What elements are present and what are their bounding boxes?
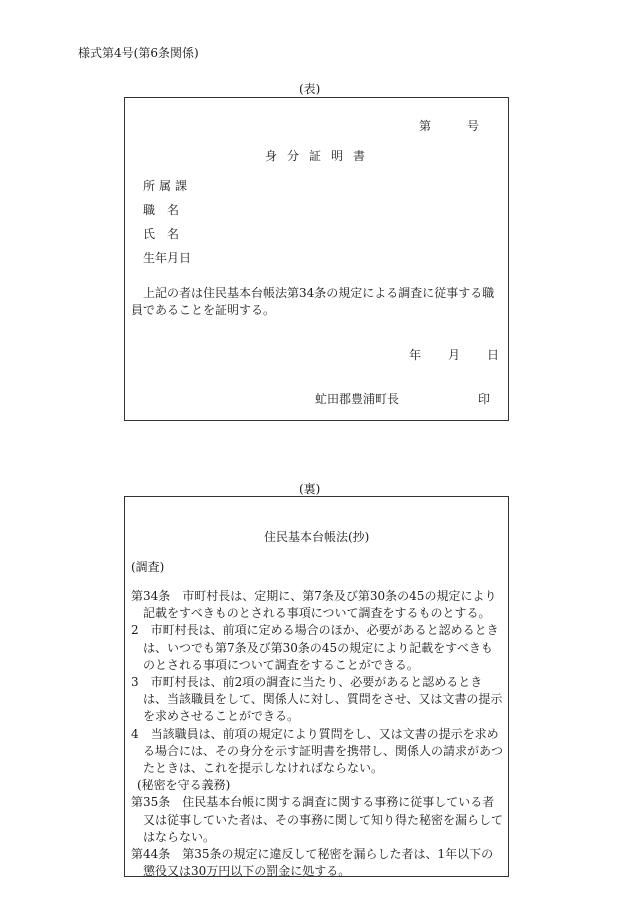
heading-confidentiality: (秘密を守る義務) (137, 778, 231, 793)
certificate-statement: 上記の者は住民基本台帳法第34条の規定による調査に従事する職員であることを証明する。 (131, 286, 495, 317)
field-name: 氏 名 (143, 227, 180, 241)
number-label: 第 号 (419, 119, 480, 133)
certificate-title: 身分証明書 (265, 149, 376, 163)
article-34-3: 3 市町村長は、前2項の調査に当たり、必要があると認めるときは、当該職員をして、関係人に対し、質問をさせ、又は文書の提示を求めさせることができる。 (131, 675, 503, 724)
form-title: 様式第4号(第6条関係) (78, 46, 199, 60)
article-35: 第35条 住民基本台帳に関する調査に関する事務に従事している者又は従事していた者は、その事務に関して知り得た秘密を漏らしてはならない。 (131, 795, 504, 844)
field-birthdate: 生年月日 (143, 251, 192, 265)
id-card-back (124, 496, 509, 877)
id-card-front (124, 97, 509, 421)
field-position: 職 名 (143, 203, 180, 217)
back-side-label: (裏) (299, 482, 321, 496)
field-department: 所属課 (143, 179, 192, 193)
law-title: 住民基本台帳法(抄) (264, 530, 370, 544)
front-side-label: (表) (299, 82, 321, 96)
date-line: 年 月 日 (409, 348, 501, 362)
seal-mark: 印 (478, 392, 491, 406)
issuer-name: 虻田郡豊浦町長 (315, 392, 400, 406)
law-text (131, 588, 503, 880)
article-34: 第34条 市町村長は、定期に、第7条及び第30条の45の規定により記載をすべきものとされる事項について調査をするものとする。 (131, 589, 497, 621)
article-34-4: 4 当該職員は、前項の規定により質問をし、又は文書の提示を求める場合には、その身分を示す証明書を携帯し、関係人の請求があつたときは、これを提示しなければならない。 (131, 726, 504, 776)
article-44: 第44条 第35条の規定に違反して秘密を漏らした者は、1年以下の懲役又は30万円以下の罰金に処する。 (131, 847, 494, 879)
article-34-2: 2 市町村長は、前項に定める場合のほか、必要があると認めるときは、いつでも第7条及び第30条の45の規定により記載をすべきものとされる事項について調査をすることができる。 (131, 623, 499, 672)
heading-investigation: (調査) (131, 560, 165, 574)
